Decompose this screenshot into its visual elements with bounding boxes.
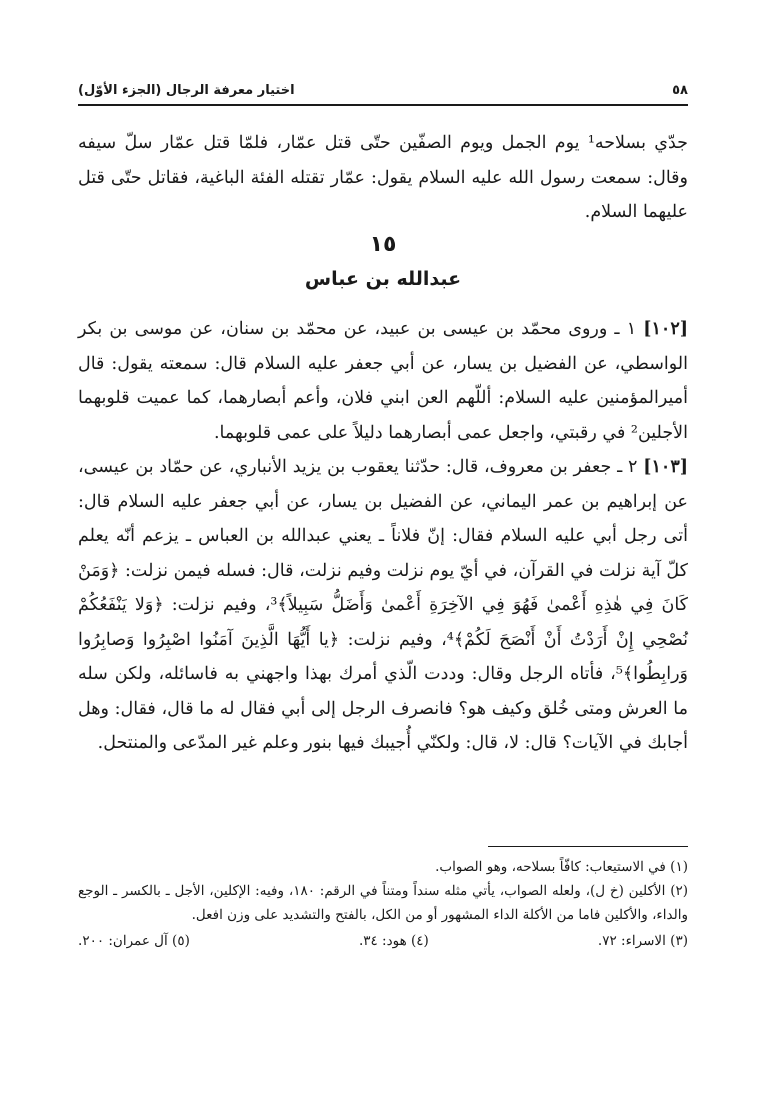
footnote-row [78,929,688,953]
book-page [78,0,688,1098]
entries [78,312,688,761]
entry-paragraph [78,450,688,761]
footnote-rule [488,846,688,847]
entry-text: ٢ ـ جعفر بن معروف، قال: حدّثنا يعقوب بن يزيد الأنباري، عن حمّاد بن عيسى، عن إبراهيم بن عمر اليماني، عن الفضيل بن يسار، عن أبي جعفر عليه السلام قال: أتى رجل أبي عليه السلام فقال: إنّ فلاناً ـ يعني عبدالله بن العباس ـ يزعم أنّه يعلم كلّ آية نزلت في القرآن، في أيّ يوم نزلت وفيم نزلت، قال: فسله فيمن نزلت: ﴿وَمَنْ كَانَ فِي هٰذِهِ أَعْمىٰ فَهُوَ فِي الآخِرَةِ أَعْمىٰ وَأَضَلُّ سَبِيلاً﴾³، وفيم نزلت: ﴿وَلا يَنْفَعُكُمْ نُصْحِي إِنْ أَرَدْتُ أَنْ أَنْصَحَ لَكُمْ﴾⁴، وفيم نزلت: ﴿يا أَيُّهَا الَّذِينَ آمَنُوا اصْبِرُوا وَصابِرُوا وَرابِطُوا﴾⁵، فأتاه الرجل وقال: وددت الّذي أمرك بهذا واجهني به فاسائله، ولكن سله ما العرش ومتى خُلق وكيف هو؟ فانصرف الرجل إلى أبي فقال له ما قال، فقال: وهل أجابك في الآيات؟ قال: لا، قال: ولكنّي أُجيبك فيها بنور وعلم غير المدّعى والمنتحل. [78,457,688,753]
chapter-title: عبدالله بن عباس [304,268,462,290]
footnote: (١) في الاستيعاب: كافّاً بسلاحه، وهو الصواب. [435,859,688,875]
footnote: (٣) الاسراء: ٧٢. [597,933,688,949]
entry [78,312,688,450]
running-header [78,76,688,104]
footnote: (٥) آل عمران: ٢٠٠. [78,933,190,949]
footnote: (٤) هود: ٣٤. [358,933,429,949]
page-number: ٥٨ [672,82,688,98]
book-title: اختيار معرفة الرجال (الجزء الأوّل) [78,82,295,98]
entry-paragraph [78,312,688,450]
entry [78,450,688,761]
chapter-number: ١٥ [369,232,397,257]
footnote: (٢) الأكلين (خ ل)، ولعله الصواب، يأتي مثله سنداً ومتناً في الرقم: ١٨٠، وفيه: الإكلين، الأجل ـ بالكسر ـ الوجع والداء، والأكلين فاما من الأكلة الداء المشهور أو من الكل، بالفتح والتشديد على وزن افعل. [78,883,689,923]
footnotes [78,855,688,953]
entry-number: [١٠٣] [643,457,688,477]
intro-paragraph: جدّي بسلاحه¹ يوم الجمل ويوم الصفّين حتّى قتل عمّار، فلمّا قتل عمّار سلّ سيفه وقال: سمعت رسول الله عليه السلام يقول: عمّار تقتله الفئة الباغية، فقاتل حتّى قتل عليهما السلام. [78,133,688,222]
entry-text: ١ ـ وروى محمّد بن عيسى بن عبيد، عن محمّد بن سنان، عن موسى بن بكر الواسطي، عن الفضيل بن يسار، عن أبي جعفر عليه السلام قال: سمعته يقول: قال أميرالمؤمنين عليه السلام: أللّهم العن ابني فلان، وأعم أبصارهما، كما عميت قلوبهما الأجلين² في رقبتي، واجعل عمى أبصارهما دليلاً على عمى قلوبهما. [78,319,688,443]
entry-number: [١٠٢] [643,319,688,339]
header-rule [78,104,688,106]
